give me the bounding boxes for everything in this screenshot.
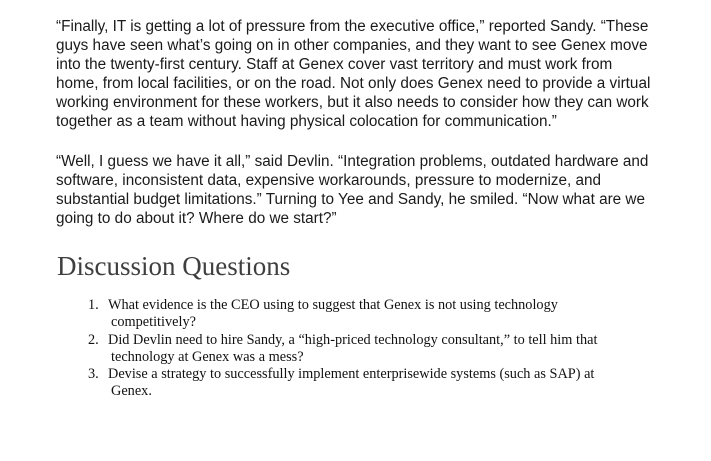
paragraph-line: software, inconsistent data, expensive workarounds, pressure to modernize, and [56,171,602,189]
paragraph-line: guys have seen what’s going on in other companies, and they want to see Genex move [56,36,648,54]
question-text: What evidence is the CEO using to suggest that Genex is not using technology [108,297,558,313]
question-item [88,297,688,332]
question-item [88,366,688,401]
question-number: 1. [88,297,99,313]
question-text-continued: competitively? [111,314,196,331]
question-text: Devise a strategy to successfully implement enterprisewide systems (such as SAP) at [108,366,595,383]
paragraph-line: into the twenty-first century. Staff at Genex cover vast territory and must work from [56,55,613,73]
section-heading: Discussion Questions [57,251,291,281]
question-item [88,332,688,367]
paragraph-line: together as a team without having physical colocation for communication.” [56,112,557,130]
paragraph-line: working environment for these workers, but it also needs to consider how they can work [56,93,649,111]
question-number: 3. [88,366,99,383]
paragraph-line: “Well, I guess we have it all,” said Devlin. “Integration problems, outdated hardware and [56,153,649,170]
paragraph-line: home, from local facilities, or on the road. Not only does Genex need to provide a virtual [56,74,651,92]
paragraph-pressure-from-executive [56,18,696,131]
question-number: 2. [88,331,99,348]
question-text-continued: Genex. [111,383,152,400]
discussion-questions-list [88,297,688,401]
paragraph-line: going to do about it? Where do we start?” [56,209,337,227]
question-text-continued: technology at Genex was a mess? [111,348,304,365]
paragraph-line: “Finally, IT is getting a lot of pressure from the executive office,” reported Sandy. “These [56,18,649,35]
paragraph-line: substantial budget limitations.” Turning to Yee and Sandy, he smiled. “Now what are we [56,190,645,208]
paragraph-devlin-reply [56,153,696,229]
question-text: Did Devlin need to hire Sandy, a “high-priced technology consultant,” to tell him that [108,331,598,348]
